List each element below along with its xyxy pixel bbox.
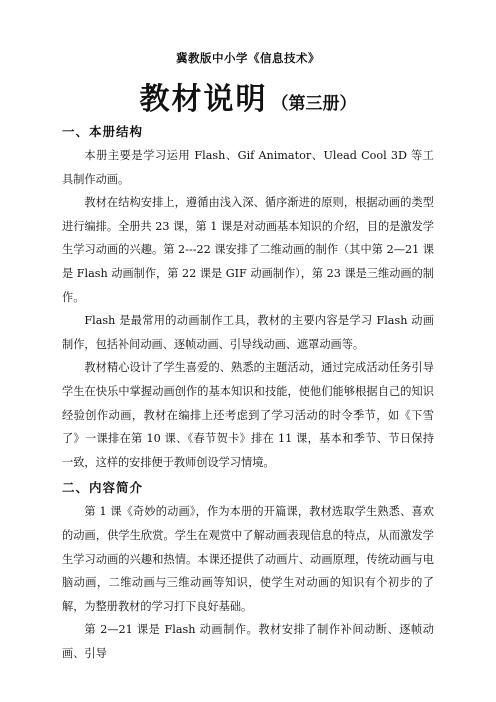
paragraph: 本册主要是学习运用 Flash、Gif Animator、Ulead Cool 3D 等工具制作动画。 xyxy=(62,149,434,186)
paragraph: 教材精心设计了学生喜爱的、熟悉的主题活动，通过完成活动任务引导学生在快乐中掌握动画创作的基本知识和技能，使他们能够根据自己的知识经验创作动画，教材在编排上还考虑到了学习活动的时令季节，如《下雪了》一课排在第 10 课、《春节贺卡》排在 11 课，基本和季节、节日保持一致，这样的安排便于教师创设学习情境。 xyxy=(62,361,434,469)
title-main: 教材说明 xyxy=(139,82,268,117)
title-sub: （第三册） xyxy=(271,94,357,114)
section-heading-summary: 二、内容简介 xyxy=(62,480,144,496)
paragraph: 第 2—21 课是 Flash 动画制作。教材安排了制作补间动断、逐帧动画、引导 xyxy=(62,623,434,660)
paragraph: 教材在结构安排上，遵循由浅入深、循序渐进的原则，根据动画的类型进行编排。全册共 23 课，第 1 课是对动画基本知识的介绍，目的是激发学生学习动画的兴趣。第 2---22 课安排了二维动画的制作（其中第 2—21 课是 Flash 动画制作，第 22 课是 GIF 动画制作），第 23 课是三维动画的制作。 xyxy=(62,196,434,304)
paragraph: 第 1 课《奇妙的动画》，作为本册的开篇课，教材选取学生熟悉、喜欢的动画，供学生欣赏。学生在观赏中了解动画表现信息的特点，从而激发学生学习动画的兴趣和热情。本课还提供了动画片、动画原理，传统动画与电脑动画，二维动画与三维动画等知识，使学生对动画的知识有个初步的了解，为整册教材的学习打下良好基础。 xyxy=(62,505,434,613)
section-heading-structure: 一、本册结构 xyxy=(62,124,144,139)
document-header: 冀教版中小学《信息技术》 xyxy=(176,51,320,65)
document-title xyxy=(0,74,496,118)
paragraph: Flash 是最常用的动画制作工具，教材的主要内容是学习 Flash 动画制作，包括补间动画、逐帧动画、引导线动画、遮罩动画等。 xyxy=(62,314,434,351)
document-body xyxy=(62,120,434,665)
